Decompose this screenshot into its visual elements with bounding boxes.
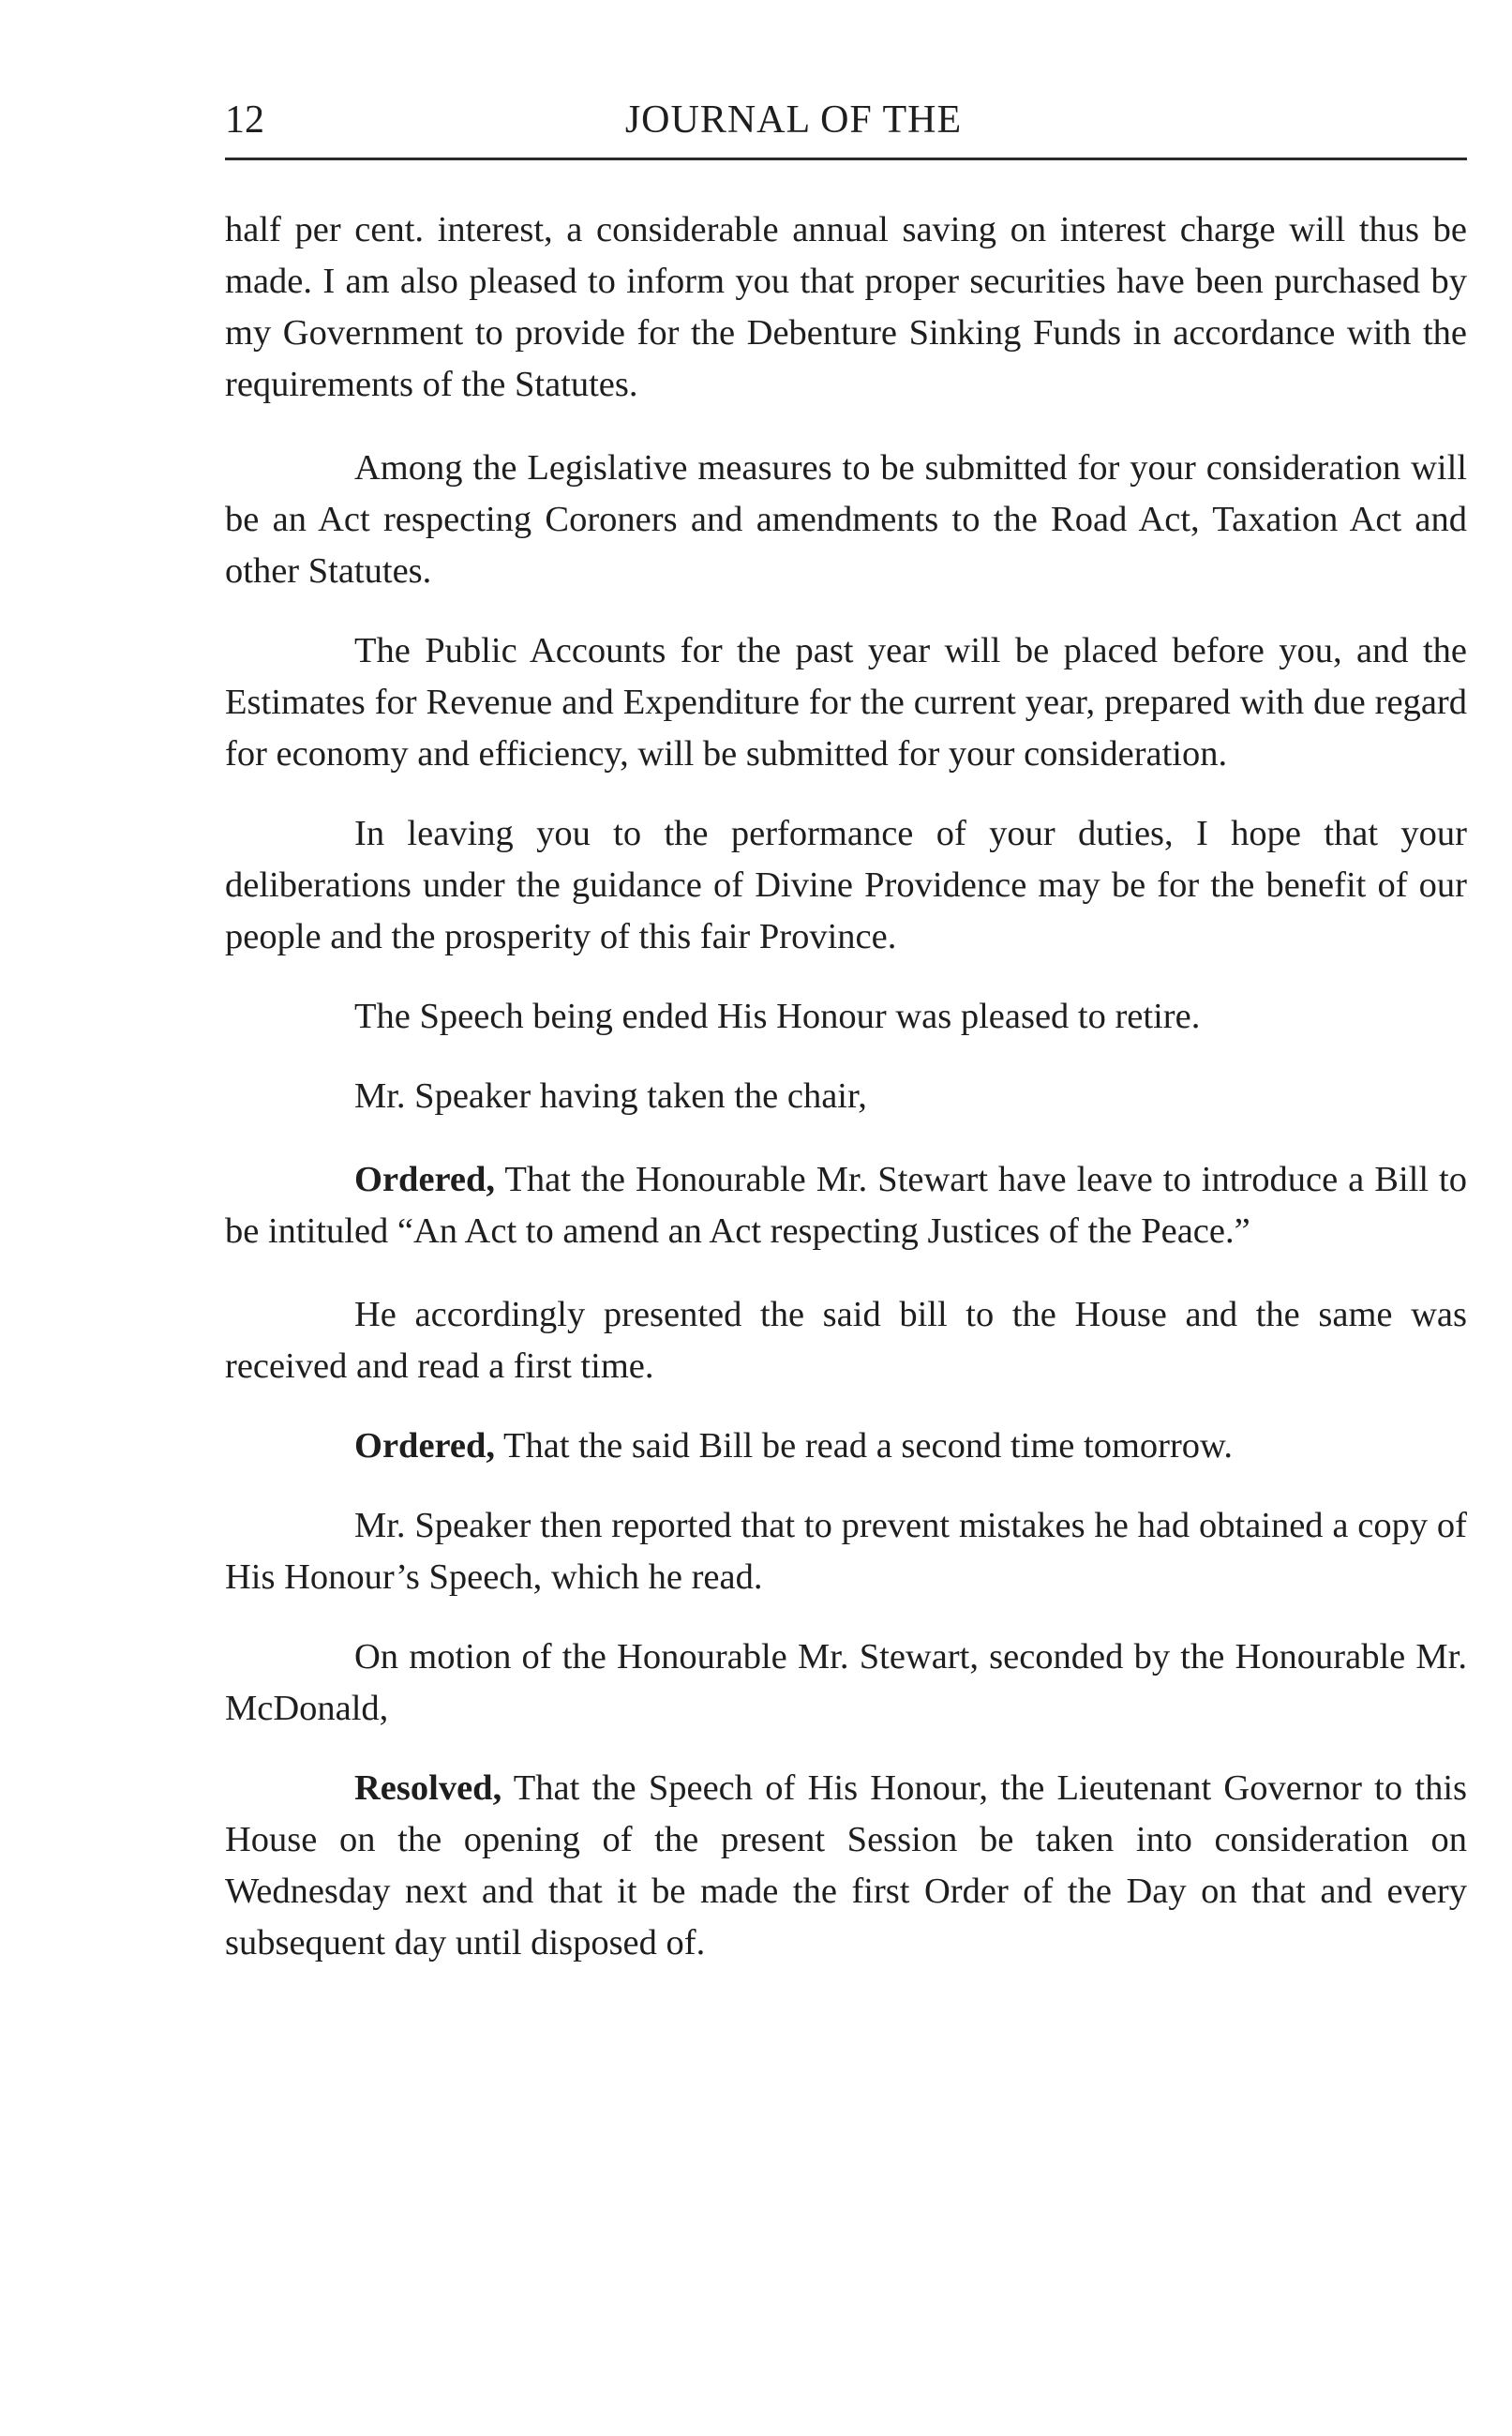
ordered-lead: Ordered, [354, 1426, 496, 1466]
paragraph-speech-ended: The Speech being ended His Honour was pleased to retire. [354, 997, 1201, 1036]
paragraph-resolved [225, 1763, 1467, 1969]
ordered-text: That the said Bill be read a second time tomorrow. [495, 1426, 1233, 1466]
ordered-text: That the Honourable Mr. Stewart have leave to introduce a Bill to be intituled “An Act to amend an Act respecting Justices of the Peace.” [225, 1160, 1467, 1251]
paragraph-motion: On motion of the Honourable Mr. Stewart, seconded by the Honourable Mr. McDonald, [225, 1637, 1467, 1728]
resolved-lead: Resolved, [354, 1768, 502, 1808]
paragraph-ordered-leave [225, 1154, 1467, 1257]
header-rule [225, 158, 1467, 160]
paragraph-ordered-second-reading [225, 1421, 1467, 1472]
page-number: 12 [225, 98, 264, 142]
paragraph-interest-savings: half per cent. interest, a considerable annual saving on interest charge will thus be made. I am also pleased to inform you that proper securities have been purchased by my Government to provide for the Debenture Sinking Funds in accordance with the requirements of the Statutes. [225, 210, 1467, 404]
paragraph-bill-presented: He accordingly presented the said bill to the House and the same was received and read a first time. [225, 1295, 1467, 1386]
resolved-text: That the Speech of His Honour, the Lieutenant Governor to this House on the opening of the present Session be taken into consideration on Wednesday next and that it be made the first Order of the Day on that and every subsequent day until disposed of. [225, 1768, 1467, 1962]
ordered-lead: Ordered, [354, 1160, 496, 1199]
paragraph-speaker-chair: Mr. Speaker having taken the chair, [354, 1076, 867, 1116]
paragraph-public-accounts: The Public Accounts for the past year will be placed before you, and the Estimates for Revenue and Expenditure for the current year, prepared with due regard for economy and efficiency, will be submitted for your consideration. [225, 631, 1467, 774]
journal-body [225, 204, 1467, 1969]
paragraph-speaker-report: Mr. Speaker then reported that to prevent mistakes he had obtained a copy of His Honour’s Speech, which he read. [225, 1506, 1467, 1597]
paragraph-legislative-measures: Among the Legislative measures to be submitted for your consideration will be an Act respecting Coroners and amendments to the Road Act, Taxation Act and other Statutes. [225, 448, 1467, 591]
running-title: JOURNAL OF THE [624, 98, 963, 142]
paragraph-closing-hope: In leaving you to the performance of your duties, I hope that your deliberations under the guidance of Divine Providence may be for the benefit of our people and the prosperity of this fair Province. [225, 814, 1467, 956]
